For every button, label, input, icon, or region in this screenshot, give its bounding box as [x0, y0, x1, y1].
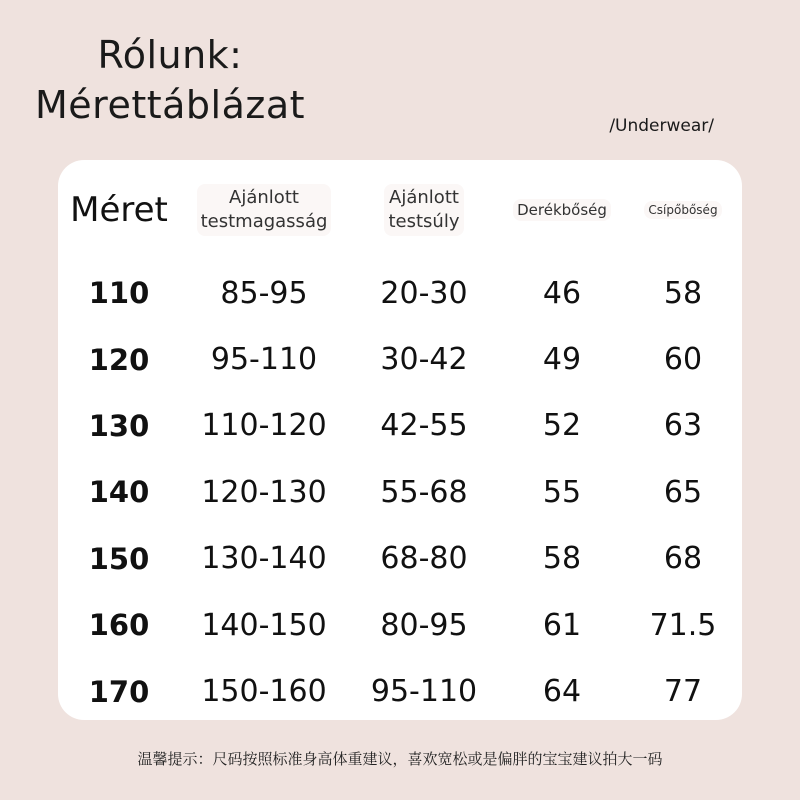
table-row — [58, 658, 742, 724]
table-row — [58, 526, 742, 592]
table-cell: 20-30 — [380, 275, 468, 311]
table-cell: 77 — [663, 674, 703, 710]
column-header-label — [513, 199, 611, 221]
column-header — [58, 160, 180, 260]
size-note: 温馨提示：尺码按照标准身高体重建议，喜欢宽松或是偏胖的宝宝建议拍大一码 — [137, 750, 663, 768]
table-cell: 95-110 — [210, 342, 318, 378]
title-line-1: Rólunk: — [97, 33, 243, 77]
table-cell: 61 — [542, 607, 582, 643]
table-cell: 85-95 — [220, 275, 308, 311]
table-cell: 80-95 — [380, 607, 468, 643]
table-cell: 42-55 — [380, 408, 468, 444]
table-cell: 150-160 — [201, 674, 327, 710]
size-cell: 140 — [88, 475, 150, 510]
column-header-text: Csípőbőség — [648, 203, 718, 217]
size-chart-card — [58, 160, 742, 720]
size-cell: 150 — [88, 541, 150, 576]
category-tag: /Underwear/ — [609, 116, 714, 136]
table-cell: 55 — [542, 474, 582, 510]
table-row — [58, 393, 742, 459]
table-row — [58, 326, 742, 392]
table-cell: 30-42 — [380, 342, 468, 378]
table-cell: 58 — [542, 541, 582, 577]
column-header — [624, 160, 742, 260]
table-cell: 63 — [663, 408, 703, 444]
table-row — [58, 260, 742, 326]
table-cell: 120-130 — [201, 474, 327, 510]
title-line-2: Mérettáblázat — [34, 83, 305, 127]
table-cell: 49 — [542, 342, 582, 378]
column-header-text: testsúly — [388, 211, 460, 232]
table-cell: 68-80 — [380, 541, 468, 577]
table-cell: 130-140 — [201, 541, 327, 577]
column-header — [500, 160, 624, 260]
column-header-label — [384, 184, 463, 236]
table-cell: 110-120 — [201, 408, 327, 444]
table-row — [58, 592, 742, 658]
table-cell: 65 — [663, 474, 703, 510]
column-header-label — [70, 190, 168, 230]
size-cell: 170 — [88, 674, 150, 709]
size-table — [58, 160, 742, 725]
size-cell: 130 — [88, 408, 150, 443]
size-cell: 160 — [88, 608, 150, 643]
table-cell: 68 — [663, 541, 703, 577]
page-title — [0, 30, 340, 130]
column-header-label — [197, 184, 332, 236]
column-header-text: Derékbőség — [517, 201, 607, 219]
table-cell: 58 — [663, 275, 703, 311]
size-cell: 110 — [88, 276, 150, 311]
column-header-label — [644, 201, 721, 219]
size-cell: 120 — [88, 342, 150, 377]
table-cell: 64 — [542, 674, 582, 710]
table-cell: 140-150 — [201, 607, 327, 643]
column-header-text: testmagasság — [200, 211, 328, 232]
table-cell: 95-110 — [370, 674, 478, 710]
table-cell: 60 — [663, 342, 703, 378]
table-cell: 46 — [542, 275, 582, 311]
header-row — [58, 160, 742, 260]
table-cell: 71.5 — [649, 607, 717, 643]
column-header-text: Ajánlott — [389, 187, 459, 208]
table-cell: 52 — [542, 408, 582, 444]
column-header-text: Méret — [70, 190, 168, 230]
table-body — [58, 260, 742, 725]
column-header-text: Ajánlott — [229, 187, 299, 208]
column-header — [180, 160, 348, 260]
table-cell: 55-68 — [380, 474, 468, 510]
column-header — [348, 160, 500, 260]
table-row — [58, 459, 742, 525]
